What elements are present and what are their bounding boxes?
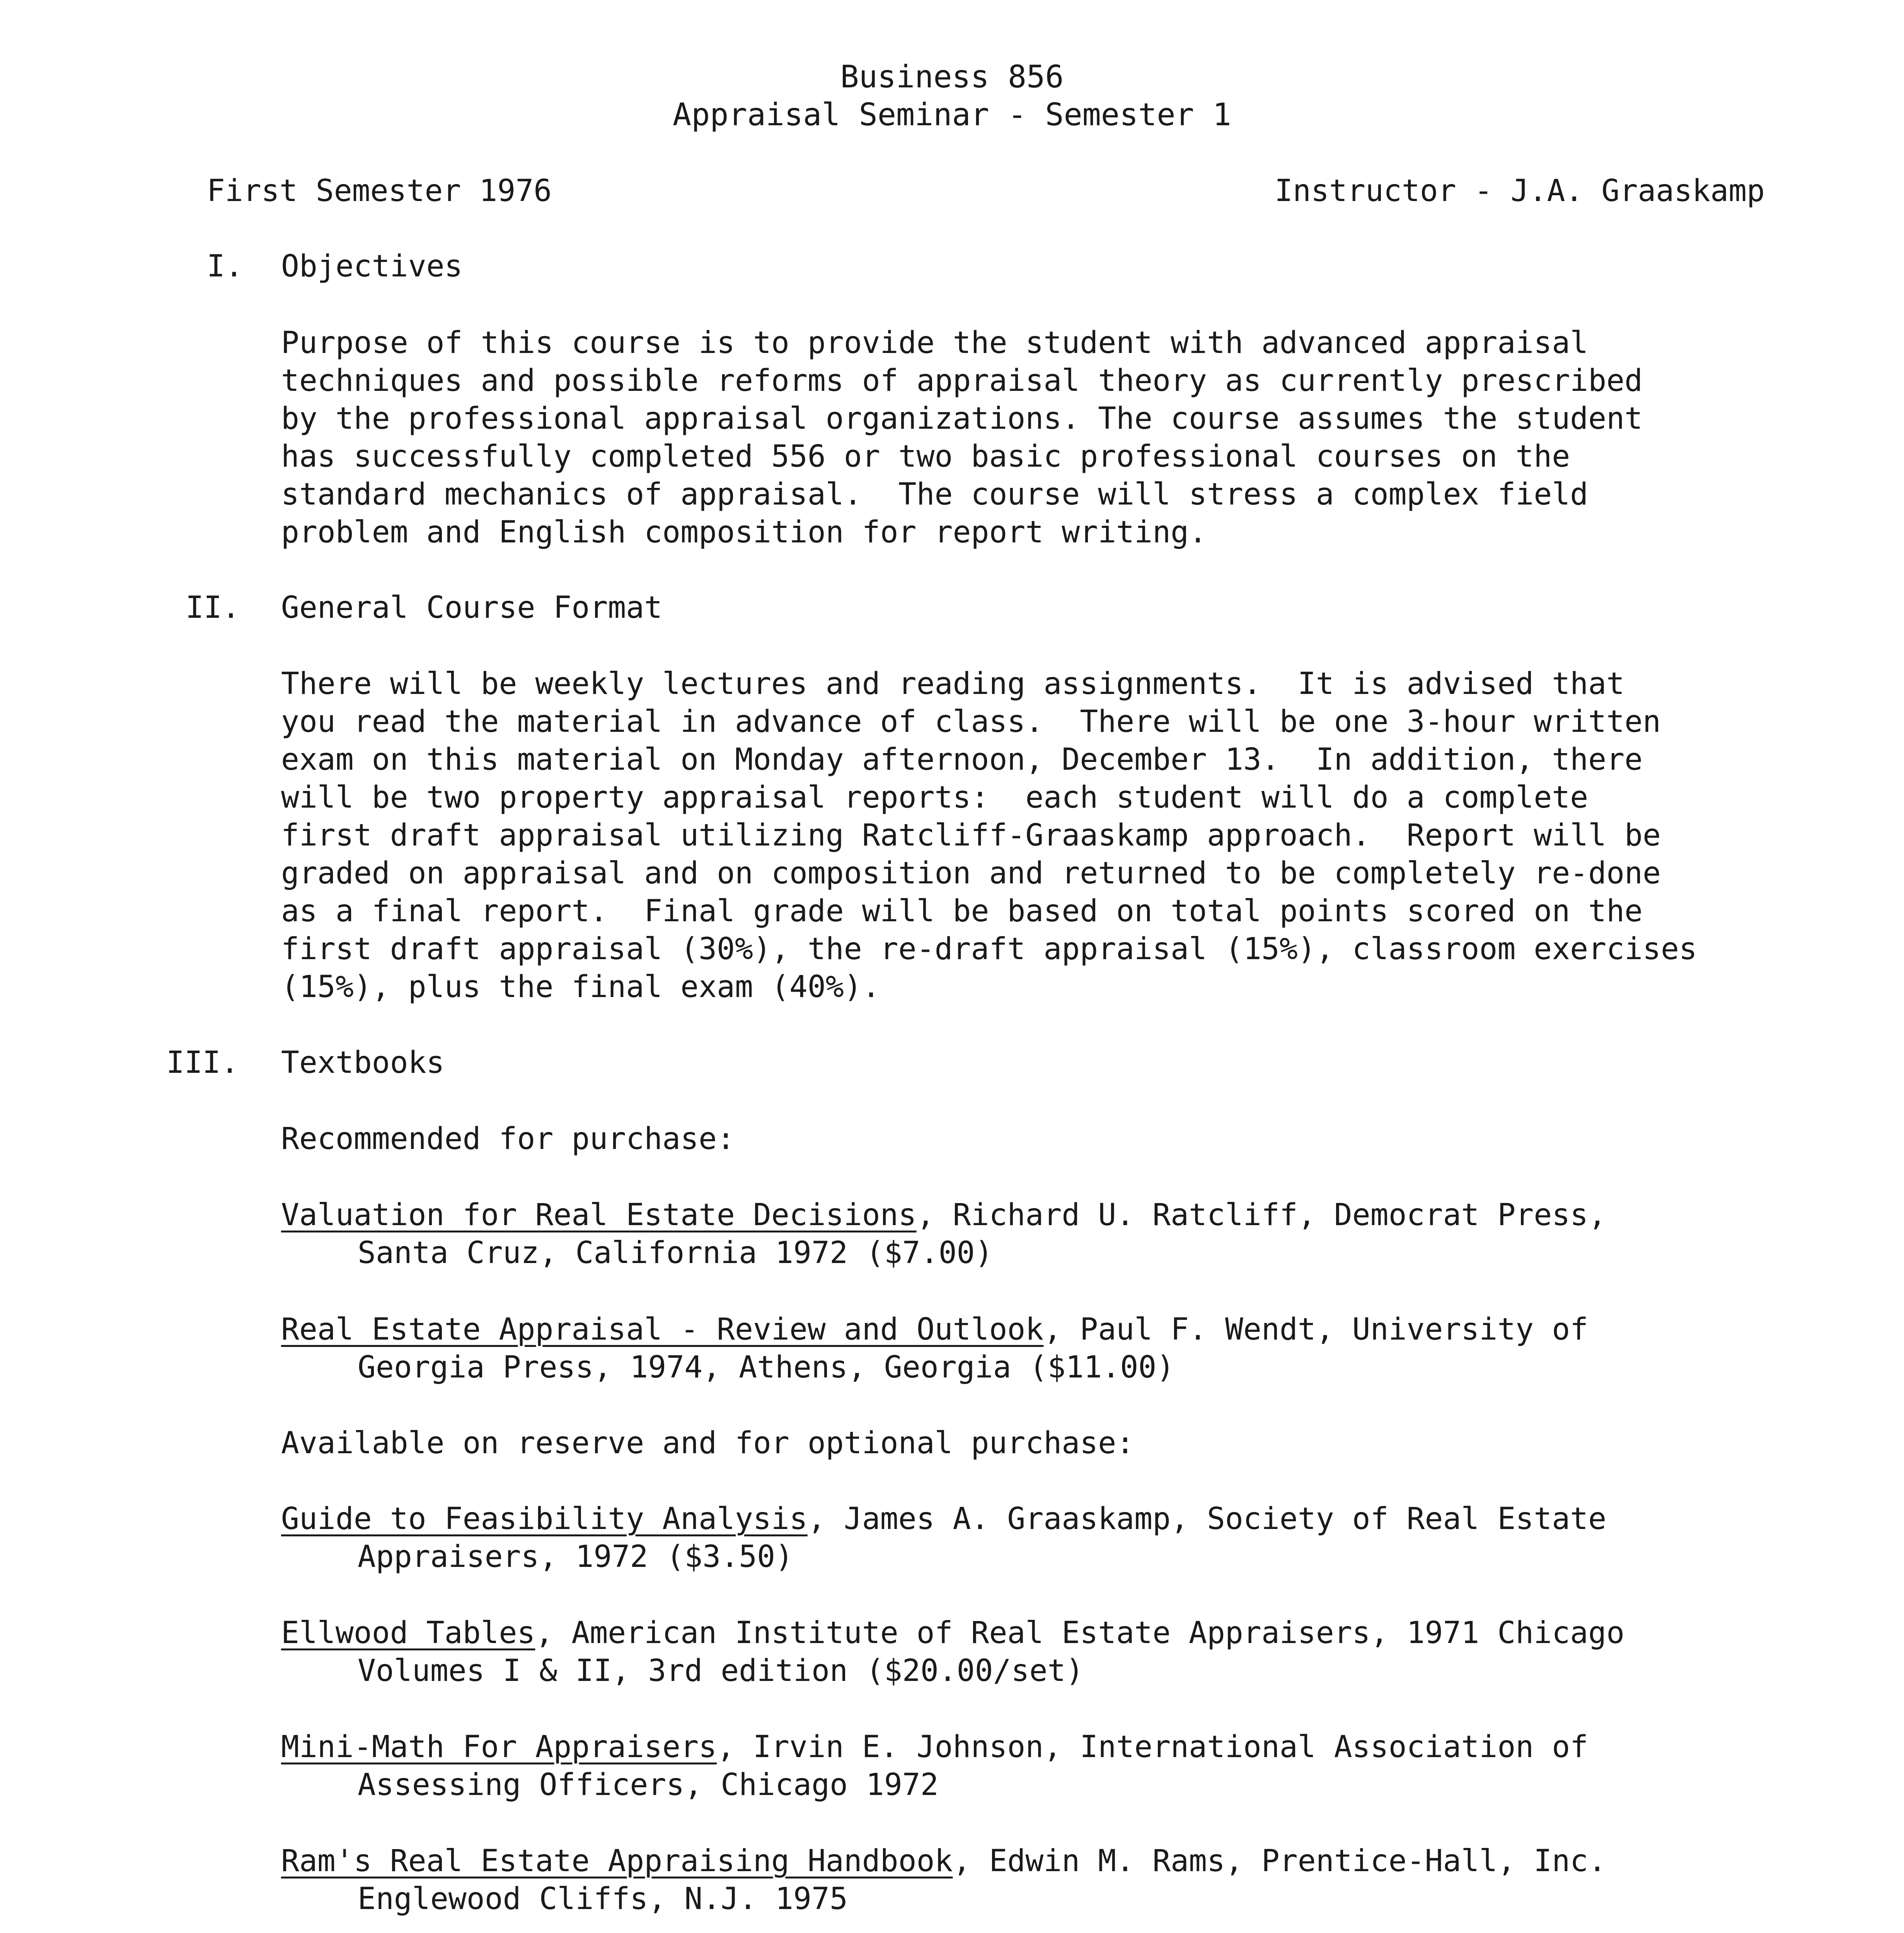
book-details: , American Institute of Real Estate Appraisers, 1971 Chicago [535, 1616, 1625, 1650]
paragraph-line: problem and English composition for report writing. [281, 515, 1207, 550]
section-heading-format: General Course Format [281, 590, 663, 625]
book-title: Ellwood Tables [281, 1616, 535, 1650]
paragraph-line: graded on appraisal and on composition and returned to be completely re-done [281, 856, 1661, 891]
book-entry-continuation: Santa Cruz, California 1972 ($7.00) [358, 1236, 993, 1270]
semester-label: First Semester 1976 [207, 174, 552, 208]
section-numeral-objectives: I. [207, 249, 243, 284]
paragraph-line: standard mechanics of appraisal. The course will stress a complex field [281, 477, 1589, 512]
book-entry [281, 1500, 1606, 1538]
book-details: , James A. Graaskamp, Society of Real Estate [807, 1502, 1607, 1536]
paragraph-line: There will be weekly lectures and reading assignments. It is advised that [281, 666, 1625, 701]
book-details: , Irvin E. Johnson, International Association of [717, 1730, 1589, 1764]
section-numeral-textbooks: III. [166, 1045, 239, 1080]
book-details: , Edwin M. Rams, Prentice-Hall, Inc. [953, 1844, 1607, 1878]
book-entry-continuation: Assessing Officers, Chicago 1972 [358, 1768, 939, 1802]
paragraph-line: first draft appraisal (30%), the re-draft appraisal (15%), classroom exercises [281, 932, 1697, 966]
paragraph-line: has successfully completed 556 or two basic professional courses on the [281, 439, 1570, 474]
paragraph-line: first draft appraisal utilizing Ratcliff-Graaskamp approach. Report will be [281, 818, 1661, 853]
book-entry-continuation: Volumes I & II, 3rd edition ($20.00/set) [358, 1653, 1084, 1688]
paragraph-line: by the professional appraisal organizations. The course assumes the student [281, 401, 1643, 436]
book-entry-continuation: Englewood Cliffs, N.J. 1975 [358, 1882, 848, 1916]
book-entry [281, 1728, 1588, 1766]
book-title: Real Estate Appraisal - Review and Outlook [281, 1312, 1044, 1347]
instructor-label: Instructor - J.A. Graaskamp [1275, 174, 1765, 208]
paragraph-line: (15%), plus the final exam (40%). [281, 970, 880, 1004]
book-details: , Richard U. Ratcliff, Democrat Press, [916, 1198, 1607, 1232]
book-title: Ram's Real Estate Appraising Handbook [281, 1844, 953, 1878]
recommended-label: Recommended for purchase: [281, 1122, 735, 1156]
paragraph-line: Purpose of this course is to provide the student with advanced appraisal [281, 326, 1589, 360]
book-title: Valuation for Real Estate Decisions [281, 1198, 917, 1232]
paragraph-line: will be two property appraisal reports: each student will do a complete [281, 780, 1589, 815]
section-numeral-format: II. [186, 590, 240, 625]
book-title: Mini-Math For Appraisers [281, 1730, 717, 1764]
section-heading-objectives: Objectives [281, 249, 463, 284]
book-title: Guide to Feasibility Analysis [281, 1502, 808, 1536]
book-entry [281, 1196, 1606, 1234]
book-entry [281, 1311, 1588, 1348]
book-details: , Paul F. Wendt, University of [1043, 1312, 1589, 1347]
paragraph-line: you read the material in advance of class. There will be one 3-hour written [281, 704, 1661, 739]
course-subtitle: Appraisal Seminar - Semester 1 [673, 97, 1231, 133]
paragraph-line: techniques and possible reforms of appraisal theory as currently prescribed [281, 363, 1643, 398]
section-heading-textbooks: Textbooks [281, 1045, 445, 1080]
book-entry [281, 1614, 1624, 1652]
book-entry [281, 1842, 1606, 1880]
reserve-label: Available on reserve and for optional purchase: [281, 1426, 1135, 1461]
book-entry-continuation: Appraisers, 1972 ($3.50) [358, 1539, 794, 1574]
paragraph-line: exam on this material on Monday afternoon, December 13. In addition, there [281, 742, 1643, 777]
paragraph-line: as a final report. Final grade will be based on total points scored on the [281, 894, 1643, 929]
book-entry-continuation: Georgia Press, 1974, Athens, Georgia ($11.00) [358, 1350, 1175, 1385]
course-title: Business 856 [840, 59, 1064, 95]
